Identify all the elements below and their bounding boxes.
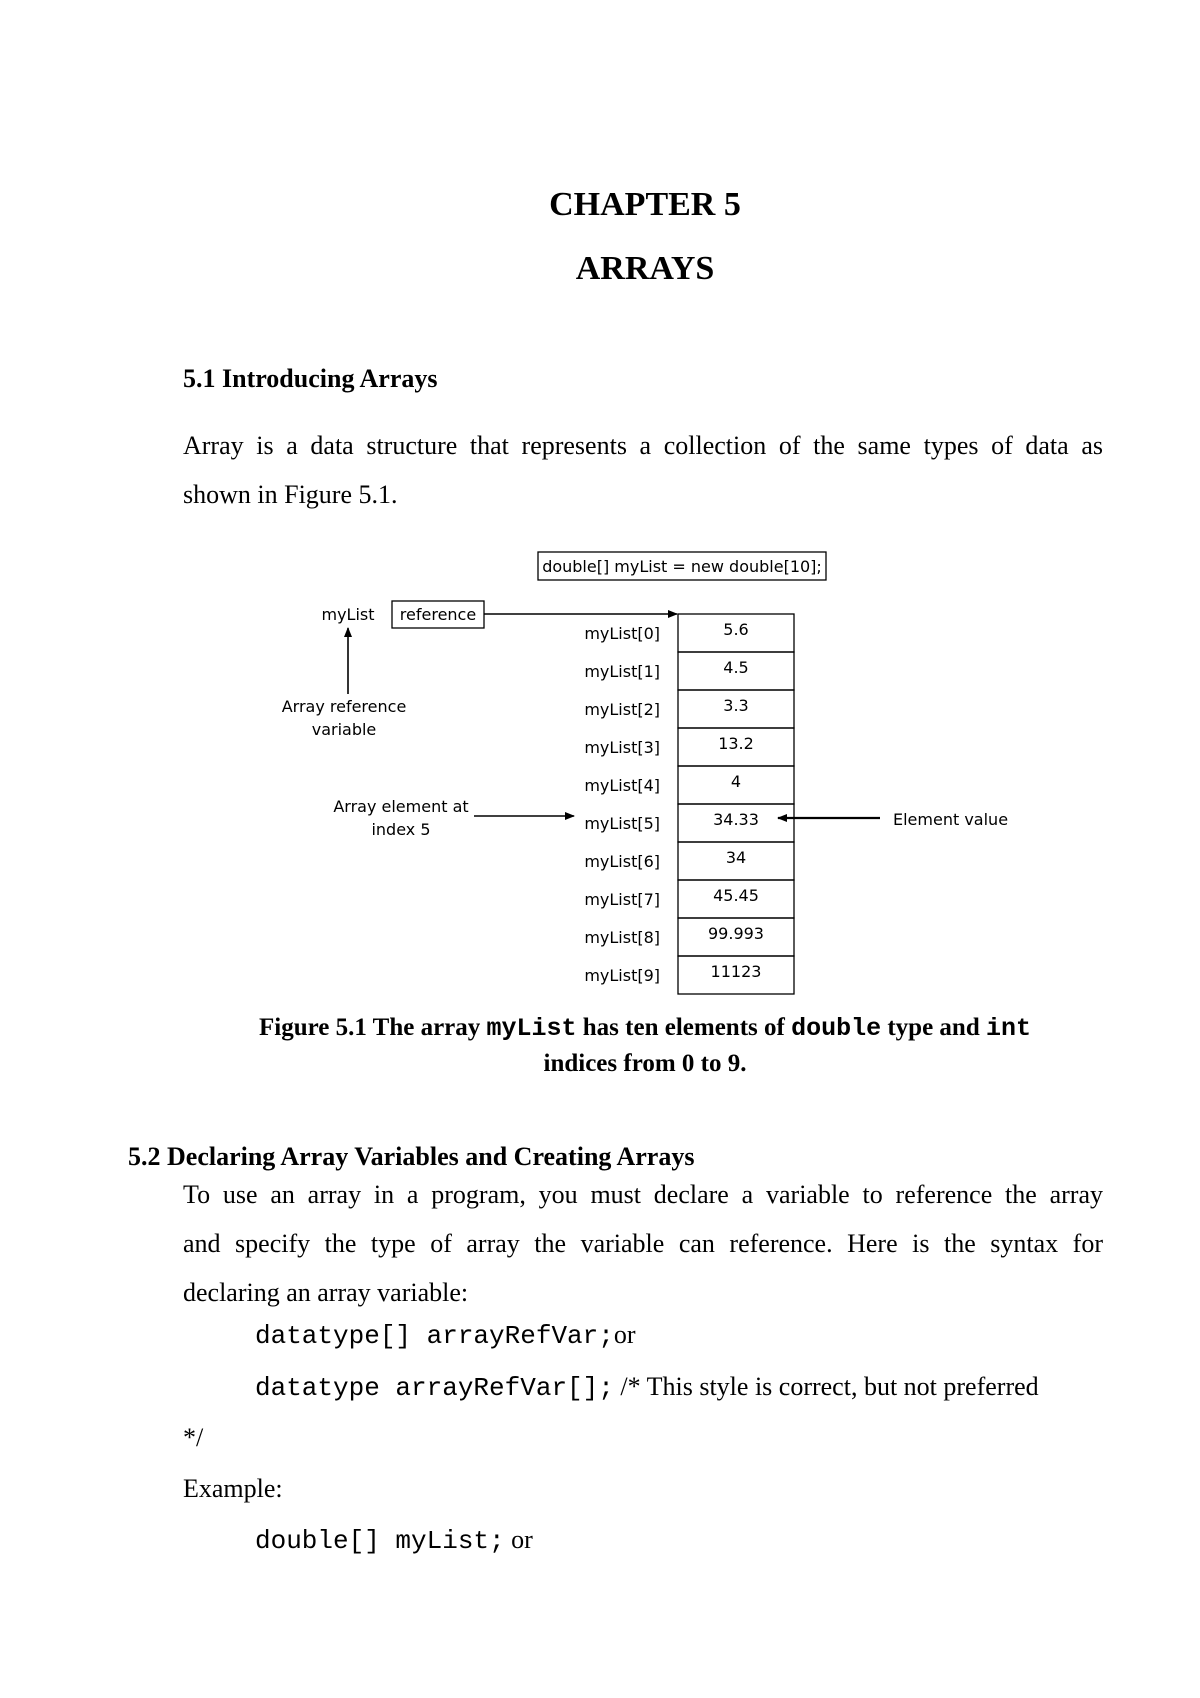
array-index-label: myList[0] — [584, 624, 660, 643]
caption-text: has ten elements of — [576, 1014, 792, 1041]
caption-text: type and — [881, 1014, 986, 1041]
array-index-label: myList[1] — [584, 662, 660, 681]
caption-line-1 — [0, 1010, 1200, 1046]
array-cell-value: 4.5 — [723, 658, 749, 677]
chapter-number: CHAPTER 5 — [549, 186, 741, 223]
variable-name-label: myList — [321, 605, 375, 624]
syntax-code: datatype arrayRefVar[]; — [255, 1373, 614, 1403]
array-reference-variable-label-2: variable — [311, 720, 377, 739]
paragraph-line: shown in Figure 5.1. — [183, 480, 398, 509]
element-value-label: Element value — [893, 810, 1009, 829]
array-reference-variable-label: Array reference — [281, 697, 407, 716]
paragraph-line: and specify the type of array the variable can reference. Here is the syntax for — [183, 1229, 1103, 1258]
array-index-label: myList[6] — [584, 852, 660, 871]
figure-caption — [0, 1010, 1200, 1081]
array-index-label: myList[5] — [584, 814, 660, 833]
array-cell-value: 99.993 — [708, 924, 764, 943]
array-cell-value: 45.45 — [713, 886, 759, 905]
caption-code: int — [986, 1014, 1032, 1043]
syntax-line-2 — [255, 1372, 1039, 1403]
array-cell-value: 11123 — [710, 962, 762, 981]
paragraph-line: declaring an array variable: — [183, 1278, 469, 1307]
array-index-label: myList[7] — [584, 890, 660, 909]
paragraph-line: To use an array in a program, you must declare a variable to reference the array — [183, 1180, 1103, 1209]
caption-code: myList — [486, 1014, 577, 1043]
array-element-label: Array element at — [333, 797, 469, 816]
array-cells — [584, 614, 794, 994]
section-heading-5-1: 5.1 Introducing Arrays — [183, 364, 438, 393]
paragraph-line: Array is a data structure that represents a collection of the same types of data as — [183, 431, 1103, 460]
example-code: double[] myList; — [255, 1526, 505, 1556]
array-index-label: myList[8] — [584, 928, 660, 947]
array-index-label: myList[9] — [584, 966, 660, 985]
array-cell-value: 3.3 — [723, 696, 749, 715]
array-cell-value: 5.6 — [723, 620, 749, 639]
section-5-2-paragraph — [183, 1170, 1103, 1317]
array-cell-value: 34 — [725, 848, 747, 867]
syntax-line-1 — [255, 1320, 636, 1351]
syntax-line-2-wrap: */ — [183, 1423, 204, 1452]
array-index-label: myList[4] — [584, 776, 660, 795]
example-text: or — [504, 1525, 533, 1554]
syntax-text: /* This style is correct, but not preferred — [613, 1372, 1039, 1401]
array-cell-value: 4 — [730, 772, 742, 791]
caption-line-2: indices from 0 to 9. — [543, 1050, 747, 1077]
syntax-code: datatype[] arrayRefVar; — [255, 1321, 614, 1351]
example-line — [255, 1525, 533, 1556]
array-cell-value: 13.2 — [718, 734, 754, 753]
section-heading-5-2: 5.2 Declaring Array Variables and Creating Arrays — [128, 1142, 695, 1171]
caption-text: Figure 5.1 The array — [258, 1014, 487, 1041]
array-index-label: myList[3] — [584, 738, 660, 757]
array-element-label-2: index 5 — [371, 820, 431, 839]
example-label: Example: — [183, 1474, 283, 1503]
declaration-text: double[] myList = new double[10]; — [542, 557, 822, 576]
syntax-text: or — [613, 1320, 636, 1349]
array-index-label: myList[2] — [584, 700, 660, 719]
reference-text: reference — [399, 605, 477, 624]
chapter-title: ARRAYS — [575, 250, 715, 287]
array-cell-value: 34.33 — [713, 810, 759, 829]
caption-code: double — [791, 1014, 882, 1043]
